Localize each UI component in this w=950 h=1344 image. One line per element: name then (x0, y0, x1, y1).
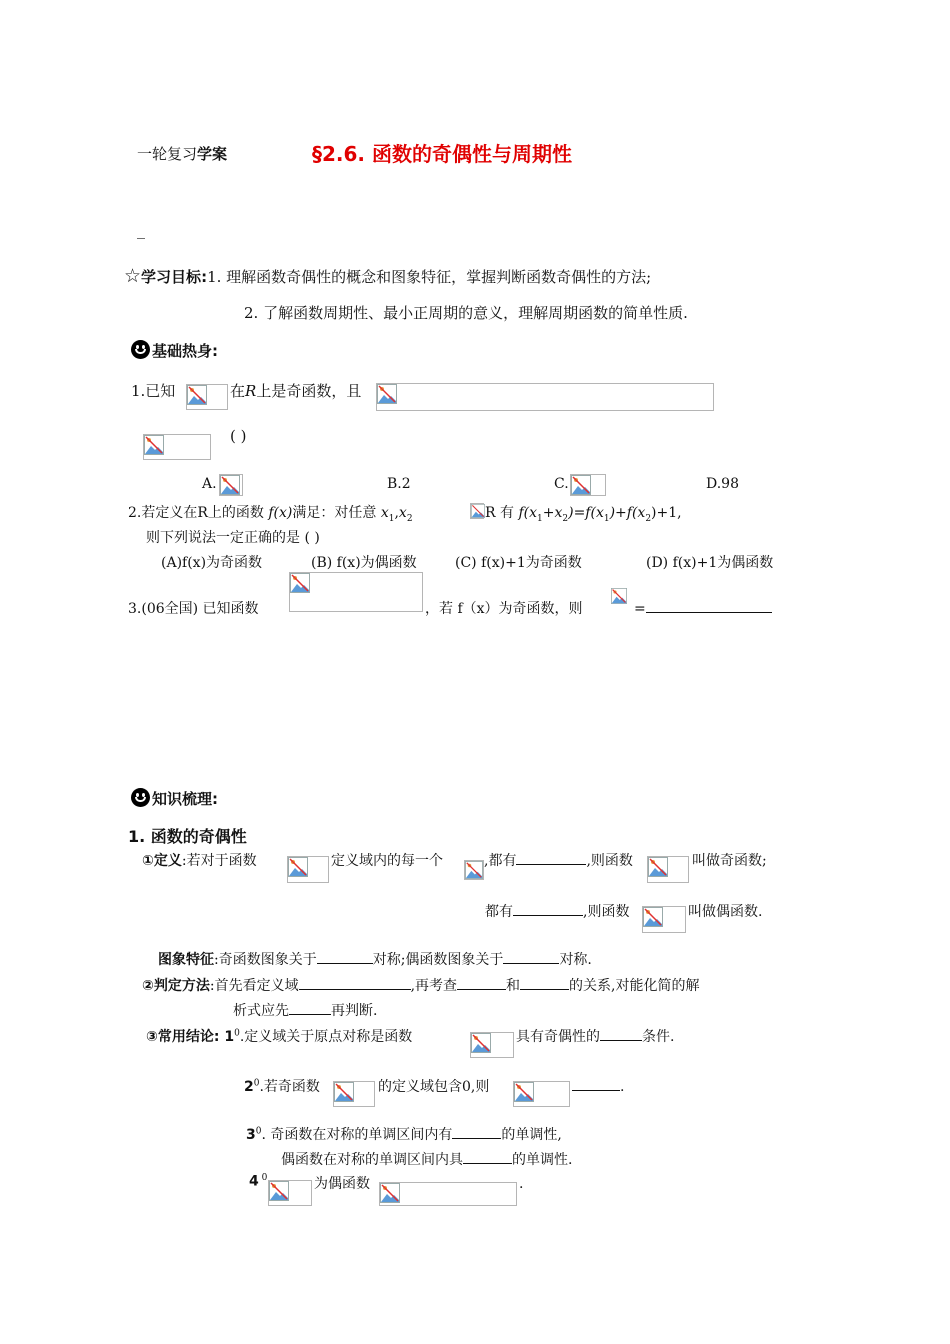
q1-paren: ( ) (230, 427, 247, 445)
def-d: ,则函数 (586, 853, 633, 869)
def-e: 叫做奇函数; (692, 853, 767, 869)
c3-line-1: $3^0$. 奇函数在对称的单调区间内有 的单调性, (246, 1124, 562, 1144)
broken-image-icon (611, 588, 627, 604)
judge-b: ,再考查 (410, 978, 458, 994)
q1-prefix: 1.已知 (131, 382, 176, 400)
q1-option-a: A. (202, 476, 217, 492)
smiley-icon (131, 340, 150, 359)
c1-b: 具有奇偶性的 (516, 1029, 600, 1045)
objectives-colon: : (201, 268, 208, 286)
broken-image-icon (648, 857, 668, 877)
formula-image-def-f (287, 856, 329, 883)
c2-line: $2^0$.若奇函数 (244, 1078, 320, 1095)
knowledge-heading (131, 788, 218, 809)
q3-prefix: 3.(06全国) 已知函数 (128, 601, 259, 617)
def2-a: 都有 (485, 904, 513, 920)
c1-blank[interactable] (600, 1026, 642, 1041)
c2-blank[interactable] (572, 1076, 620, 1091)
formula-image-in (470, 503, 484, 519)
c1-num: 1 (224, 1029, 235, 1045)
broken-image-icon (144, 435, 164, 455)
broken-image-icon (643, 907, 663, 927)
q2-text-g: )+f(x (609, 505, 646, 521)
c4-line: 4 $^0$ (249, 1173, 268, 1190)
judge-a: :首先看定义域 (209, 978, 299, 994)
judge-f: 再判断. (331, 1003, 378, 1019)
star-icon: ☆ (124, 265, 142, 287)
c3-even-blank[interactable] (463, 1149, 512, 1164)
q2-option-d: (D) f(x)+1为偶函数 (646, 555, 774, 571)
c3-b: 的单调性, (501, 1127, 562, 1143)
c1-c: 条件. (642, 1029, 675, 1045)
judge-blank-2[interactable] (520, 975, 569, 990)
formula-image-def-f2 (647, 856, 689, 883)
c4-num: 4 (249, 1173, 259, 1190)
c2-tail (572, 1076, 624, 1095)
c1-text: .定义域关于原点对称是函数 (239, 1029, 413, 1045)
broken-image-icon (187, 385, 207, 405)
q2-text-f: )=f(x (568, 505, 604, 521)
q3-mid: ，若 f（x）为奇函数，则 (425, 601, 583, 617)
q2-text-c: R 有 (485, 505, 514, 521)
broken-image-icon (471, 504, 485, 518)
formula-image-c2-f (333, 1081, 375, 1107)
broken-image-icon (380, 1183, 400, 1203)
def-label: ①定义 (142, 853, 182, 869)
q2-line-1: 2.若定义在R上的函数 f(x)满足：对任意 $x_1,x_2$ (128, 505, 413, 524)
c3-line2-a: 偶函数在对称的单调区间内具 (281, 1152, 463, 1168)
common-line-1: ③常用结论: $1^0$.定义域关于原点对称是函数 (146, 1028, 413, 1045)
q2-line-2: 则下列说法一定正确的是 ( ) (146, 530, 320, 546)
q2-x1: x (380, 505, 389, 521)
c2-num: 2 (244, 1079, 254, 1095)
header-label (137, 143, 227, 164)
q3-eq: = (634, 601, 646, 617)
header-label-bold: 学案 (197, 145, 228, 163)
objective-2: 2. 了解函数周期性、最小正周期的意义，理解周期函数的简单性质. (244, 304, 688, 322)
q2-text-e: +x (542, 505, 563, 521)
header-label-normal: 一轮复习 (137, 145, 198, 163)
q2-text-b: 满足：对任意 (292, 505, 377, 521)
c2-text: .若奇函数 (259, 1079, 320, 1095)
def-c-line (484, 850, 633, 870)
broken-image-icon (290, 573, 310, 593)
graph-odd-blank[interactable] (317, 949, 373, 964)
def-odd-blank[interactable] (516, 850, 586, 865)
def-c: ,都有 (484, 853, 517, 869)
graph-label: 图象特征 (158, 952, 214, 968)
formula-image-opt-c (570, 474, 606, 496)
q2-line-1b: R 有 $f(x_1+x_2)=f(x_1)+f(x_2)+1$, (485, 505, 682, 524)
c3-num: 3 (246, 1127, 256, 1143)
common-label: ③常用结论 (146, 1029, 214, 1045)
broken-image-icon (571, 475, 591, 495)
section-1-title: 1. 函数的奇偶性 (128, 827, 247, 846)
formula-image-q3-f (289, 572, 423, 612)
def2-b: ,则函数 (583, 904, 630, 920)
c4-text: 为偶函数 (314, 1176, 370, 1192)
formula-image-def-x (464, 860, 484, 880)
broken-image-icon (288, 857, 308, 877)
q1-mid2: 上是奇函数，且 (256, 382, 362, 400)
graph-b: 对称;偶函数图象关于 (372, 952, 504, 968)
q2-text-a: 2.若定义在R上的函数 (128, 505, 264, 521)
graph-c: 对称. (559, 952, 592, 968)
q1-text (230, 380, 361, 401)
broken-image-icon (334, 1082, 354, 1102)
broken-image-icon (269, 1181, 289, 1201)
c2-period: . (620, 1079, 625, 1095)
formula-image-q1-ask (143, 434, 211, 460)
judge-e: 析式应先 (233, 1003, 289, 1019)
judge-simplify-blank[interactable] (289, 1000, 331, 1015)
smiley-icon (131, 788, 150, 807)
broken-image-icon (377, 384, 397, 404)
formula-image-c4-f (268, 1180, 312, 1206)
graph-a: :奇函数图象关于 (214, 952, 317, 968)
q3-equals (634, 598, 772, 617)
formula-image-q1-f (186, 384, 228, 410)
c3-text: . 奇函数在对称的单调区间内有 (261, 1127, 453, 1143)
q1-mid: 在 (230, 382, 246, 400)
judge-line-2 (233, 1000, 377, 1020)
q1-R: R (245, 382, 257, 400)
c3-line2-b: 的单调性. (512, 1152, 573, 1168)
def-line-1a (142, 850, 257, 870)
def-a: :若对于函数 (181, 853, 257, 869)
knowledge-label: 知识梳理: (152, 790, 218, 808)
formula-image-c2-f0 (513, 1081, 570, 1107)
def-even-blank[interactable] (513, 901, 583, 916)
judge-d: 的关系,对能化简的解 (569, 978, 700, 994)
objective-1: 1. 理解函数奇偶性的概念和图象特征，掌握判断函数奇偶性的方法; (207, 268, 652, 286)
broken-image-icon (514, 1082, 534, 1102)
warmup-label: 基础热身: (152, 342, 218, 360)
c1-tail (516, 1026, 674, 1046)
formula-image-c4-cond (379, 1182, 517, 1206)
q2-option-b: (B) f(x)为偶函数 (311, 555, 417, 571)
graph-line (158, 949, 592, 969)
q1-option-b: B.2 (387, 476, 411, 492)
q2-text-h: )+1, (651, 505, 682, 521)
q2-option-c: (C) f(x)+1为奇函数 (455, 555, 582, 571)
objectives-line-1 (124, 265, 651, 287)
c3-odd-blank[interactable] (452, 1124, 501, 1139)
q1-option-d: D.98 (706, 476, 739, 492)
judge-blank-1[interactable] (457, 975, 506, 990)
formula-image-c1-f (470, 1032, 514, 1058)
warmup-heading (131, 340, 218, 361)
dash-mark: _ (137, 220, 145, 239)
page-title: §2.6. 函数的奇偶性与周期性 (312, 142, 572, 166)
judge-line-1 (142, 975, 699, 995)
formula-image-q1-cond (376, 383, 714, 411)
q2-option-a: (A)f(x)为奇函数 (161, 555, 263, 571)
c4-period: . (519, 1176, 524, 1192)
q3-answer-blank[interactable] (646, 598, 772, 613)
def2-line (485, 901, 629, 921)
formula-image-opt-a (219, 474, 243, 496)
judge-c: 和 (506, 978, 521, 994)
def2-c: 叫做偶函数. (688, 904, 763, 920)
q1-option-c: C. (554, 476, 569, 492)
c3-line-2 (281, 1149, 572, 1169)
judge-domain-blank[interactable] (299, 975, 411, 990)
objectives-label: 学习目标 (141, 268, 202, 286)
c2-b: 的定义域包含0,则 (378, 1079, 490, 1095)
broken-image-icon (465, 861, 483, 879)
q2-fx: f(x) (268, 505, 293, 521)
def-b: 定义域内的每一个 (331, 853, 443, 869)
q2-text-d: f(x (518, 505, 537, 521)
formula-image-def2-f (642, 906, 686, 933)
broken-image-icon (471, 1033, 491, 1053)
broken-image-icon (220, 475, 240, 495)
formula-image-q3-a (611, 588, 629, 606)
judge-label: ②判定方法 (142, 978, 210, 994)
graph-even-blank[interactable] (503, 949, 559, 964)
